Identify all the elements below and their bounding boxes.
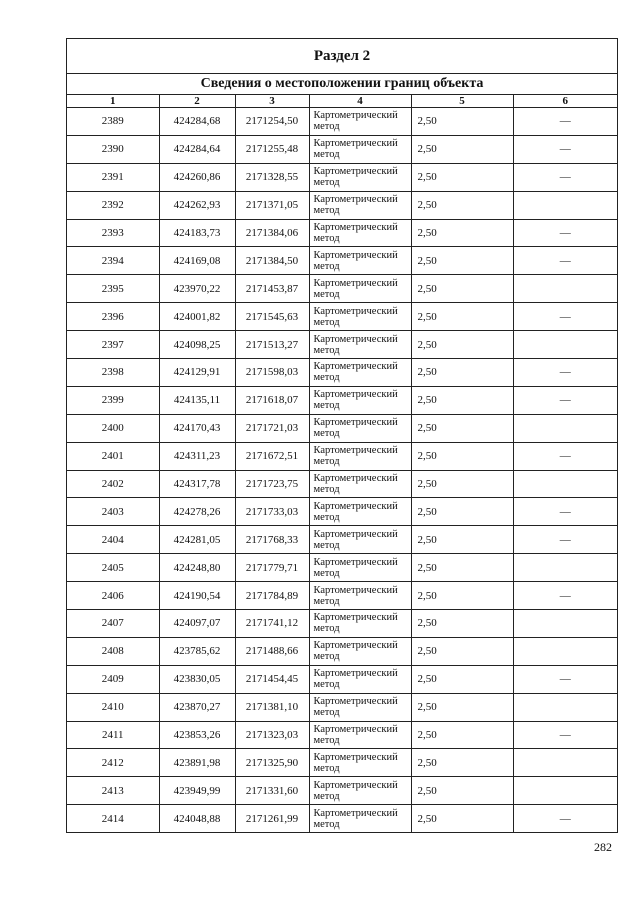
section-title: Раздел 2: [67, 39, 617, 74]
boundary-table-sheet: [66, 38, 618, 833]
method-cell: Картометрический метод: [309, 303, 411, 331]
column-header: 5: [411, 95, 513, 108]
accuracy-cell: 2,50: [411, 108, 513, 136]
point-number-cell: 2400: [67, 414, 159, 442]
point-number-cell: 2407: [67, 610, 159, 638]
point-number-cell: 2394: [67, 247, 159, 275]
description-cell: —: [513, 805, 617, 832]
method-cell: Картометрический метод: [309, 442, 411, 470]
column-number-row: [67, 95, 617, 108]
x-coordinate-cell: 424169,08: [159, 247, 235, 275]
table-row: [67, 247, 617, 275]
column-header: 6: [513, 95, 617, 108]
accuracy-cell: 2,50: [411, 693, 513, 721]
table-row: [67, 582, 617, 610]
y-coordinate-cell: 2171513,27: [235, 331, 309, 359]
accuracy-cell: 2,50: [411, 219, 513, 247]
point-number-cell: 2398: [67, 359, 159, 387]
accuracy-cell: 2,50: [411, 135, 513, 163]
description-cell: —: [513, 526, 617, 554]
point-number-cell: 2413: [67, 777, 159, 805]
method-cell: Картометрический метод: [309, 805, 411, 832]
table-row: [67, 749, 617, 777]
y-coordinate-cell: 2171768,33: [235, 526, 309, 554]
accuracy-cell: 2,50: [411, 498, 513, 526]
accuracy-cell: 2,50: [411, 554, 513, 582]
x-coordinate-cell: 424278,26: [159, 498, 235, 526]
table-row: [67, 693, 617, 721]
description-cell: [513, 470, 617, 498]
accuracy-cell: 2,50: [411, 442, 513, 470]
description-cell: [513, 275, 617, 303]
y-coordinate-cell: 2171733,03: [235, 498, 309, 526]
description-cell: —: [513, 247, 617, 275]
method-cell: Картометрический метод: [309, 610, 411, 638]
x-coordinate-cell: 424317,78: [159, 470, 235, 498]
method-cell: Картометрический метод: [309, 693, 411, 721]
table-row: [67, 275, 617, 303]
description-cell: [513, 637, 617, 665]
point-number-cell: 2406: [67, 582, 159, 610]
x-coordinate-cell: 424260,86: [159, 163, 235, 191]
x-coordinate-cell: 424262,93: [159, 191, 235, 219]
point-number-cell: 2391: [67, 163, 159, 191]
y-coordinate-cell: 2171454,45: [235, 665, 309, 693]
table-row: [67, 665, 617, 693]
x-coordinate-cell: 424170,43: [159, 414, 235, 442]
y-coordinate-cell: 2171328,55: [235, 163, 309, 191]
point-number-cell: 2404: [67, 526, 159, 554]
description-cell: —: [513, 721, 617, 749]
section-subtitle: Сведения о местоположении границ объекта: [67, 74, 617, 95]
x-coordinate-cell: 424248,80: [159, 554, 235, 582]
table-row: [67, 359, 617, 387]
y-coordinate-cell: 2171325,90: [235, 749, 309, 777]
coordinates-table: [67, 95, 617, 832]
accuracy-cell: 2,50: [411, 665, 513, 693]
accuracy-cell: 2,50: [411, 191, 513, 219]
x-coordinate-cell: 424129,91: [159, 359, 235, 387]
table-row: [67, 331, 617, 359]
table-row: [67, 108, 617, 136]
table-row: [67, 191, 617, 219]
point-number-cell: 2408: [67, 637, 159, 665]
accuracy-cell: 2,50: [411, 582, 513, 610]
x-coordinate-cell: 423970,22: [159, 275, 235, 303]
x-coordinate-cell: 423830,05: [159, 665, 235, 693]
accuracy-cell: 2,50: [411, 359, 513, 387]
description-cell: [513, 554, 617, 582]
description-cell: —: [513, 359, 617, 387]
x-coordinate-cell: 424183,73: [159, 219, 235, 247]
method-cell: Картометрический метод: [309, 108, 411, 136]
description-cell: —: [513, 163, 617, 191]
description-cell: [513, 331, 617, 359]
x-coordinate-cell: 423870,27: [159, 693, 235, 721]
description-cell: —: [513, 303, 617, 331]
point-number-cell: 2389: [67, 108, 159, 136]
table-row: [67, 163, 617, 191]
accuracy-cell: 2,50: [411, 526, 513, 554]
y-coordinate-cell: 2171618,07: [235, 386, 309, 414]
method-cell: Картометрический метод: [309, 554, 411, 582]
x-coordinate-cell: 424190,54: [159, 582, 235, 610]
page-number: 282: [594, 840, 612, 854]
x-coordinate-cell: 424098,25: [159, 331, 235, 359]
accuracy-cell: 2,50: [411, 805, 513, 832]
method-cell: Картометрический метод: [309, 526, 411, 554]
table-row: [67, 610, 617, 638]
y-coordinate-cell: 2171741,12: [235, 610, 309, 638]
accuracy-cell: 2,50: [411, 610, 513, 638]
y-coordinate-cell: 2171453,87: [235, 275, 309, 303]
y-coordinate-cell: 2171784,89: [235, 582, 309, 610]
x-coordinate-cell: 423853,26: [159, 721, 235, 749]
table-row: [67, 805, 617, 832]
point-number-cell: 2402: [67, 470, 159, 498]
y-coordinate-cell: 2171721,03: [235, 414, 309, 442]
method-cell: Картометрический метод: [309, 191, 411, 219]
y-coordinate-cell: 2171384,06: [235, 219, 309, 247]
description-cell: —: [513, 386, 617, 414]
y-coordinate-cell: 2171381,10: [235, 693, 309, 721]
description-cell: —: [513, 582, 617, 610]
description-cell: [513, 191, 617, 219]
point-number-cell: 2396: [67, 303, 159, 331]
accuracy-cell: 2,50: [411, 386, 513, 414]
method-cell: Картометрический метод: [309, 386, 411, 414]
method-cell: Картометрический метод: [309, 721, 411, 749]
method-cell: Картометрический метод: [309, 777, 411, 805]
table-row: [67, 498, 617, 526]
y-coordinate-cell: 2171371,05: [235, 191, 309, 219]
x-coordinate-cell: 423949,99: [159, 777, 235, 805]
description-cell: [513, 610, 617, 638]
point-number-cell: 2393: [67, 219, 159, 247]
accuracy-cell: 2,50: [411, 721, 513, 749]
table-row: [67, 554, 617, 582]
y-coordinate-cell: 2171323,03: [235, 721, 309, 749]
x-coordinate-cell: 424311,23: [159, 442, 235, 470]
method-cell: Картометрический метод: [309, 135, 411, 163]
point-number-cell: 2390: [67, 135, 159, 163]
point-number-cell: 2412: [67, 749, 159, 777]
method-cell: Картометрический метод: [309, 498, 411, 526]
y-coordinate-cell: 2171779,71: [235, 554, 309, 582]
point-number-cell: 2409: [67, 665, 159, 693]
table-row: [67, 135, 617, 163]
y-coordinate-cell: 2171254,50: [235, 108, 309, 136]
point-number-cell: 2411: [67, 721, 159, 749]
description-cell: [513, 749, 617, 777]
method-cell: Картометрический метод: [309, 749, 411, 777]
y-coordinate-cell: 2171255,48: [235, 135, 309, 163]
point-number-cell: 2395: [67, 275, 159, 303]
description-cell: —: [513, 108, 617, 136]
table-row: [67, 386, 617, 414]
column-header: 1: [67, 95, 159, 108]
x-coordinate-cell: 424001,82: [159, 303, 235, 331]
accuracy-cell: 2,50: [411, 303, 513, 331]
point-number-cell: 2405: [67, 554, 159, 582]
accuracy-cell: 2,50: [411, 777, 513, 805]
description-cell: [513, 777, 617, 805]
accuracy-cell: 2,50: [411, 749, 513, 777]
table-row: [67, 219, 617, 247]
x-coordinate-cell: 424097,07: [159, 610, 235, 638]
x-coordinate-cell: 424135,11: [159, 386, 235, 414]
method-cell: Картометрический метод: [309, 470, 411, 498]
description-cell: —: [513, 135, 617, 163]
table-row: [67, 442, 617, 470]
accuracy-cell: 2,50: [411, 331, 513, 359]
table-row: [67, 637, 617, 665]
description-cell: [513, 693, 617, 721]
column-header: 4: [309, 95, 411, 108]
accuracy-cell: 2,50: [411, 470, 513, 498]
description-cell: [513, 414, 617, 442]
table-row: [67, 777, 617, 805]
method-cell: Картометрический метод: [309, 219, 411, 247]
table-row: [67, 721, 617, 749]
y-coordinate-cell: 2171384,50: [235, 247, 309, 275]
x-coordinate-cell: 423785,62: [159, 637, 235, 665]
y-coordinate-cell: 2171672,51: [235, 442, 309, 470]
description-cell: —: [513, 498, 617, 526]
y-coordinate-cell: 2171331,60: [235, 777, 309, 805]
method-cell: Картометрический метод: [309, 359, 411, 387]
method-cell: Картометрический метод: [309, 247, 411, 275]
y-coordinate-cell: 2171545,63: [235, 303, 309, 331]
y-coordinate-cell: 2171598,03: [235, 359, 309, 387]
table-row: [67, 470, 617, 498]
point-number-cell: 2397: [67, 331, 159, 359]
table-body: [67, 108, 617, 833]
point-number-cell: 2403: [67, 498, 159, 526]
accuracy-cell: 2,50: [411, 414, 513, 442]
y-coordinate-cell: 2171261,99: [235, 805, 309, 832]
point-number-cell: 2401: [67, 442, 159, 470]
point-number-cell: 2399: [67, 386, 159, 414]
method-cell: Картометрический метод: [309, 637, 411, 665]
y-coordinate-cell: 2171488,66: [235, 637, 309, 665]
x-coordinate-cell: 424284,64: [159, 135, 235, 163]
point-number-cell: 2410: [67, 693, 159, 721]
method-cell: Картометрический метод: [309, 582, 411, 610]
x-coordinate-cell: 424284,68: [159, 108, 235, 136]
method-cell: Картометрический метод: [309, 331, 411, 359]
x-coordinate-cell: 424048,88: [159, 805, 235, 832]
accuracy-cell: 2,50: [411, 247, 513, 275]
x-coordinate-cell: 423891,98: [159, 749, 235, 777]
table-row: [67, 303, 617, 331]
description-cell: —: [513, 665, 617, 693]
method-cell: Картометрический метод: [309, 414, 411, 442]
column-header: 3: [235, 95, 309, 108]
point-number-cell: 2392: [67, 191, 159, 219]
column-header: 2: [159, 95, 235, 108]
description-cell: —: [513, 442, 617, 470]
table-row: [67, 414, 617, 442]
accuracy-cell: 2,50: [411, 275, 513, 303]
accuracy-cell: 2,50: [411, 637, 513, 665]
accuracy-cell: 2,50: [411, 163, 513, 191]
point-number-cell: 2414: [67, 805, 159, 832]
method-cell: Картометрический метод: [309, 275, 411, 303]
x-coordinate-cell: 424281,05: [159, 526, 235, 554]
table-row: [67, 526, 617, 554]
y-coordinate-cell: 2171723,75: [235, 470, 309, 498]
description-cell: —: [513, 219, 617, 247]
method-cell: Картометрический метод: [309, 163, 411, 191]
method-cell: Картометрический метод: [309, 665, 411, 693]
